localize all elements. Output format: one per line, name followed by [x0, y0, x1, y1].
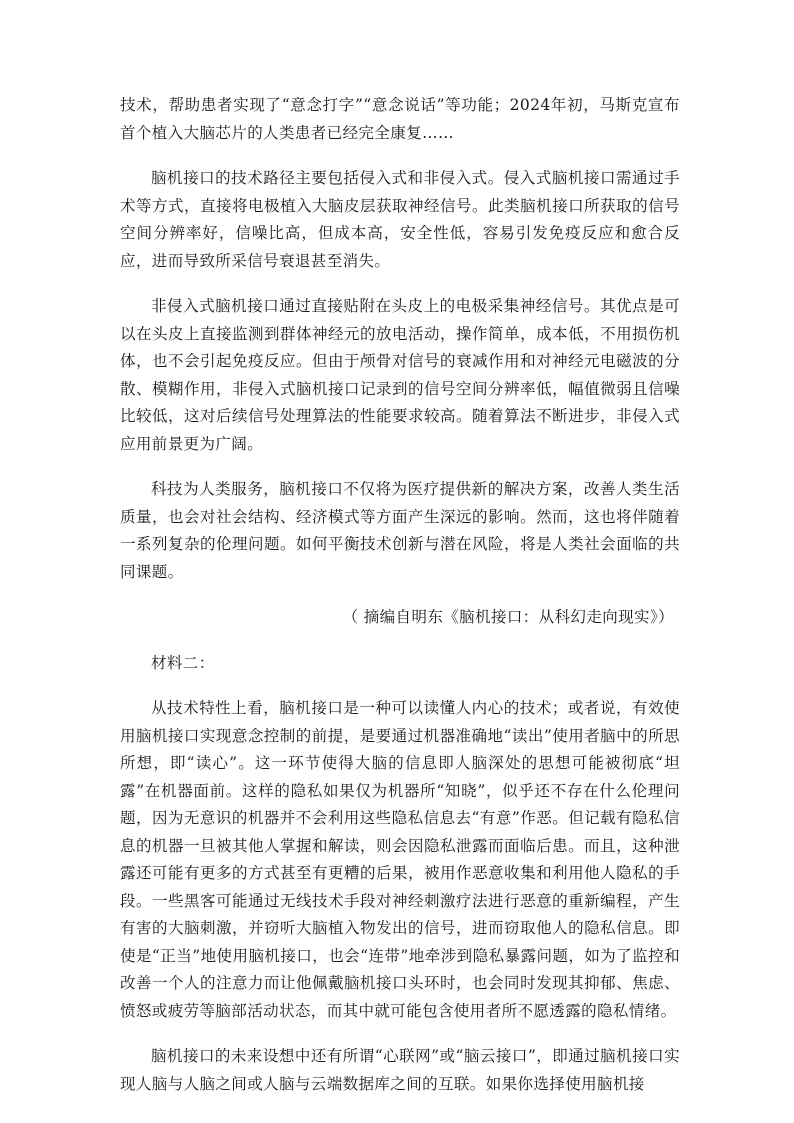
source-citation: （ 摘编自明东《脑机接口：从科幻走向现实》） — [342, 608, 674, 626]
material-two-heading: 材料二： — [151, 653, 215, 672]
paragraph-6: 脑机接口的未来设想中还有所谓“心联网”或“脑云接口”，即通过脑机接口实现人脑与人脑之间或人脑与云端数据库之间的互联。如果你选择使用脑机接 — [120, 1047, 680, 1093]
paragraph-5: 从技术特性上看，脑机接口是一种可以读懂人内心的技术；或者说，有效使用脑机接口实现意念控制的前提，是要通过机器准确地“读出”使用者脑中的所思所想，即“读心”。这一环节使得大脑的信息即人脑深处的思想可能被彻底“坦露”在机器面前。这样的隐私如果仅为机器所“知晓”，似乎还不存在什么伦理问题，因为无意识的机器并不会利用这些隐私信息去“有意”作恶。但记载有隐私信息的机器一旦被其他人掌握和解读，则会因隐私泄露而面临后患。而且，这种泄露还可能有更多的方式甚至有更糟的后果，被用作恶意收集和利用他人隐私的手段。一些黑客可能通过无线技术手段对神经刺激疗法进行恶意的重新编程，产生有害的大脑刺激，并窃听大脑植入物发出的信号，进而窃取他人的隐私信息。即使是“正当”地使用脑机接口，也会“连带”地牵涉到隐私暴露问题，如为了监控和改善一个人的注意力而让他佩戴脑机接口头环时，也会同时发现其抑郁、焦虑、愤怒或疲劳等脑部活动状态，而其中就可能包含使用者所不愿透露的隐私情绪。 — [120, 699, 680, 1020]
paragraph-1: 技术，帮助患者实现了“意念打字”“意念说话”等功能；2024年初，马斯克宣布首个植入大脑芯片的人类患者已经完全康复…… — [120, 96, 680, 142]
paragraph-3: 非侵入式脑机接口通过直接贴附在头皮上的电极采集神经信号。其优点是可以在头皮上直接监测到群体神经元的放电活动，操作简单，成本低，不用损伤机体，也不会引起免疫反应。但由于颅骨对信号的衰减作用和对神经元电磁波的分散、模糊作用，非侵入式脑机接口记录到的信号空间分辨率低，幅值微弱且信噪比较低，这对后续信号处理算法的性能要求较高。随着算法不断进步，非侵入式应用前景更为广阔。 — [120, 297, 680, 453]
document-page — [120, 92, 680, 1116]
paragraph-2: 脑机接口的技术路径主要包括侵入式和非侵入式。侵入式脑机接口需通过手术等方式，直接将电极植入大脑皮层获取神经信号。此类脑机接口所获取的信号空间分辨率好，信噪比高，但成本高，安全性低，容易引发免疫反应和愈合反应，进而导致所采信号衰退甚至消失。 — [120, 169, 680, 270]
paragraph-4: 科技为人类服务，脑机接口不仅将为医疗提供新的解决方案，改善人类生活质量，也会对社会结构、经济模式等方面产生深远的影响。然而，这也将伴随着一系列复杂的伦理问题。如何平衡技术创新与潜在风险，将是人类社会面临的共同课题。 — [120, 480, 680, 581]
